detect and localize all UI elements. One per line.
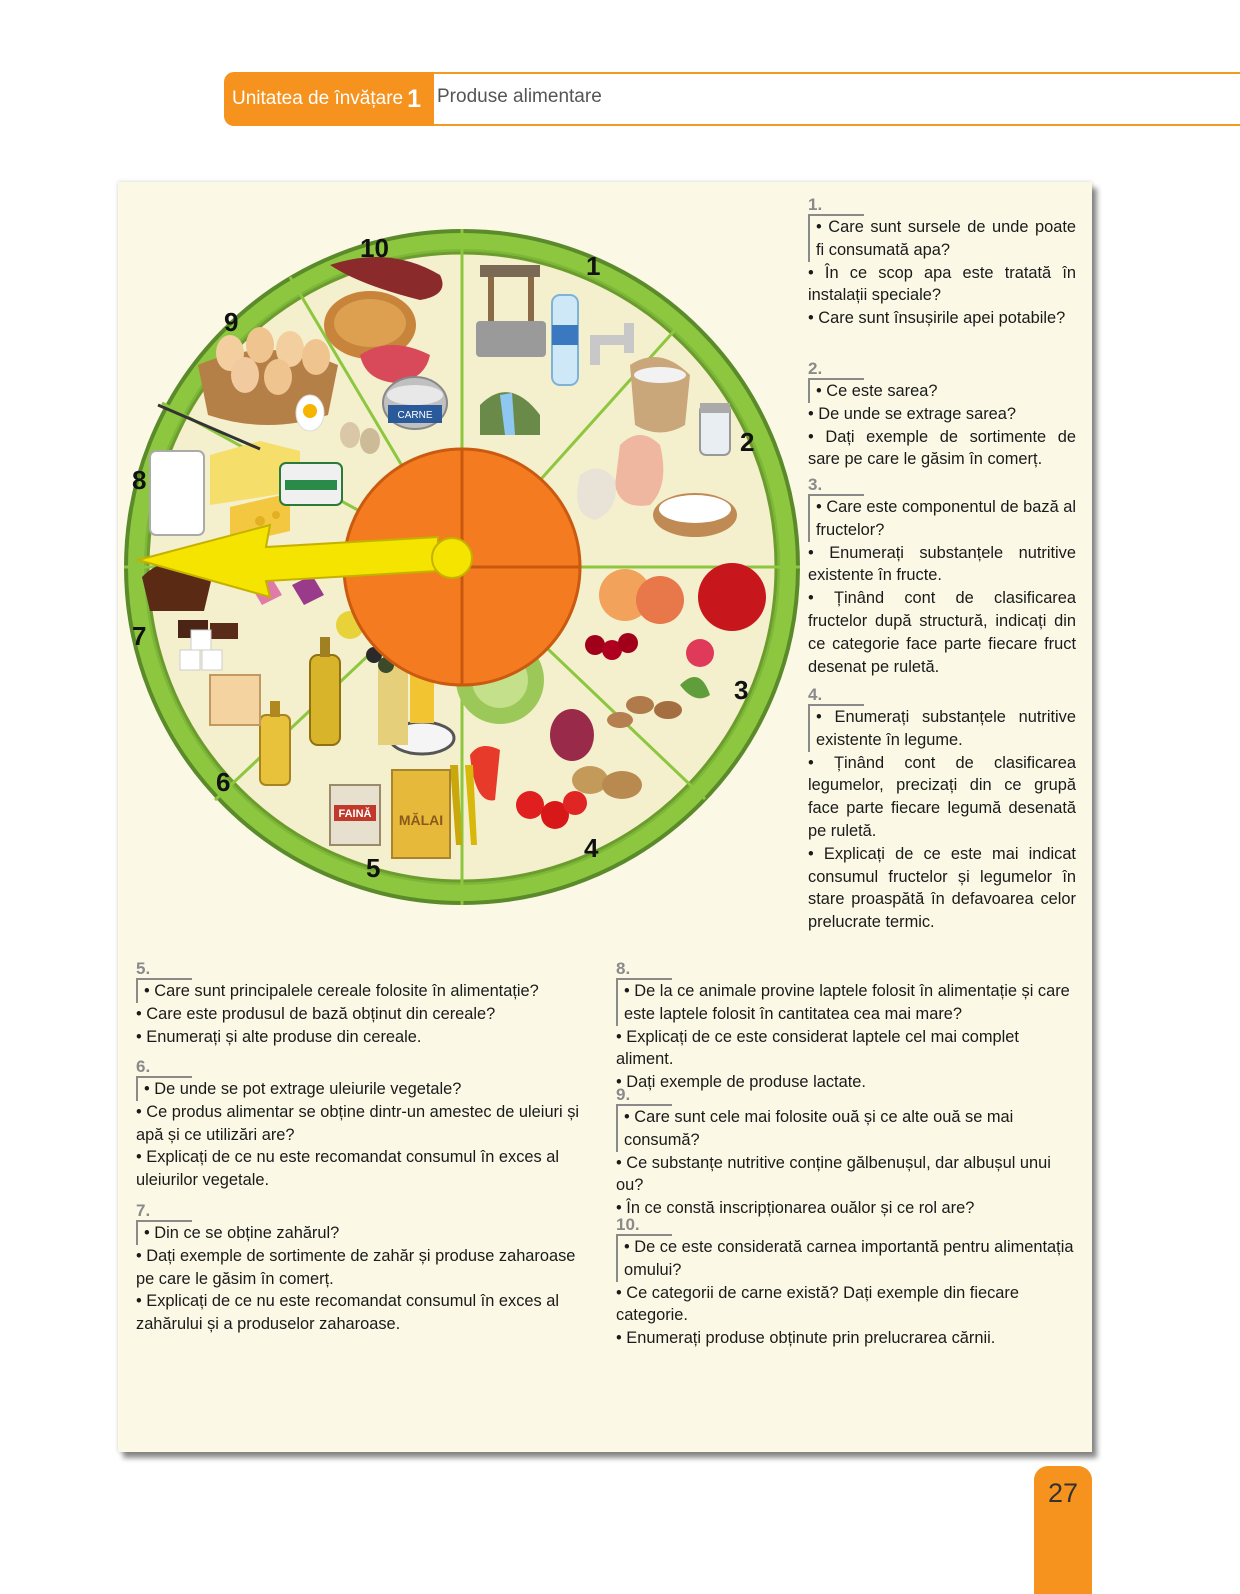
question-block-2 — [808, 360, 1076, 471]
question-number: 5. — [136, 960, 192, 980]
sector-number-2: 2 — [740, 427, 755, 457]
header-rule-bottom — [432, 124, 1240, 126]
question-item: • Dați exemple de sortimente de sare pe care le găsim în comerț. — [808, 426, 1076, 472]
question-number: 4. — [808, 686, 864, 706]
question-item: • Dați exemple de produse lactate. — [616, 1071, 1078, 1094]
question-number: 8. — [616, 960, 672, 980]
question-block-4 — [808, 686, 1076, 934]
question-block-1 — [808, 196, 1076, 330]
question-item: • Ținând cont de clasificarea legumelor, precizați din ce grupă face parte fiecare legumă desenată pe ruletă. — [808, 752, 1076, 843]
question-item: • Care sunt principalele cereale folosite în alimentație? — [136, 980, 598, 1003]
flour-bag-label: FAINĂ — [338, 808, 372, 820]
question-block-7 — [136, 1202, 598, 1336]
question-item: • Explicați de ce este considerat laptele cel mai complet aliment. — [616, 1026, 1078, 1072]
cornmeal-bag-label: MĂLAI — [398, 812, 444, 828]
question-number: 2. — [808, 360, 864, 380]
question-item: • Care este componentul de bază al fructelor? — [808, 496, 1076, 542]
question-item: • De unde se pot extrage uleiurile vegetale? — [136, 1078, 598, 1101]
question-number: 6. — [136, 1058, 192, 1078]
question-item: • Enumerați și alte produse din cereale. — [136, 1026, 598, 1049]
sector-number-5: 5 — [366, 853, 381, 883]
question-number: 9. — [616, 1086, 672, 1106]
question-block-8 — [616, 960, 1078, 1094]
sector-number-7: 7 — [132, 621, 147, 651]
question-item: • Care sunt însușirile apei potabile? — [808, 307, 1076, 330]
chapter-title: Produse alimentare — [437, 86, 602, 107]
question-item: • Explicați de ce nu este recomandat consumul în exces al uleiurilor vegetale. — [136, 1146, 598, 1192]
question-item: • Ce substanțe nutritive conține gălbenușul, dar albușul unui ou? — [616, 1152, 1078, 1198]
question-number: 3. — [808, 476, 864, 496]
question-item: • Enumerați substanțele nutritive existente în legume. — [808, 706, 1076, 752]
question-number: 10. — [616, 1216, 672, 1236]
question-item: • Dați exemple de sortimente de zahăr și produse zaharoase pe care le găsim în comerț. — [136, 1245, 598, 1291]
question-item: • De unde se extrage sarea? — [808, 403, 1076, 426]
unit-number: 1 — [407, 84, 422, 113]
question-item: • Ce categorii de carne există? Dați exemple din fiecare categorie. — [616, 1282, 1078, 1328]
question-item: • În ce scop apa este tratată în instalații speciale? — [808, 262, 1076, 308]
question-item: • De la ce animale provine laptele folosit în alimentație și care este laptele folosit în cantitatea cea mai mare? — [616, 980, 1078, 1026]
unit-tab — [224, 72, 434, 126]
question-item: • Explicați de ce este mai indicat consumul fructelor și legumelor în stare proaspătă în defavoarea celor prelucrate termic. — [808, 843, 1076, 934]
question-block-10 — [616, 1216, 1078, 1350]
question-item: • Care este produsul de bază obținut din cereale? — [136, 1003, 598, 1026]
header-rule-top — [432, 72, 1240, 74]
question-number: 1. — [808, 196, 864, 216]
sector-number-8: 8 — [132, 465, 147, 495]
sector-number-6: 6 — [216, 767, 231, 797]
question-block-5 — [136, 960, 598, 1048]
question-block-9 — [616, 1086, 1078, 1220]
page-number: 27 — [1034, 1466, 1092, 1594]
question-item: • Enumerați substanțele nutritive existente în fructe. — [808, 542, 1076, 588]
meat-can-label: CARNE — [397, 410, 433, 421]
question-number: 7. — [136, 1202, 192, 1222]
sector-number-10: 10 — [360, 233, 389, 263]
sector-number-9: 9 — [224, 307, 239, 337]
sector-number-3: 3 — [734, 675, 749, 705]
question-item: • De ce este considerată carnea importantă pentru alimentația omului? — [616, 1236, 1078, 1282]
question-item: • Ce este sarea? — [808, 380, 1076, 403]
question-item: • Explicați de ce nu este recomandat consumul în exces al zahărului și a produselor zaharoase. — [136, 1290, 598, 1336]
question-item: • Din ce se obține zahărul? — [136, 1222, 598, 1245]
sector-number-4: 4 — [584, 833, 599, 863]
question-item: • Care sunt cele mai folosite ouă și ce alte ouă se mai consumă? — [616, 1106, 1078, 1152]
question-item: • Care sunt sursele de unde poate fi consumată apa? — [808, 216, 1076, 262]
question-block-3 — [808, 476, 1076, 678]
question-item: • Enumerați produse obținute prin prelucrarea cărnii. — [616, 1327, 1078, 1350]
question-block-6 — [136, 1058, 598, 1192]
question-item: • Ce produs alimentar se obține dintr-un amestec de uleiuri și apă și ce utilizări are? — [136, 1101, 598, 1147]
question-item: • În ce constă inscripționarea ouălor și ce rol are? — [616, 1197, 1078, 1220]
food-wheel — [120, 225, 804, 909]
sector-number-1: 1 — [586, 251, 601, 281]
question-item: • Ținând cont de clasificarea fructelor după structură, indicați din ce categorie face parte fiecare fruct desenat pe ruletă. — [808, 587, 1076, 678]
unit-label: Unitatea de învățare — [232, 88, 404, 109]
